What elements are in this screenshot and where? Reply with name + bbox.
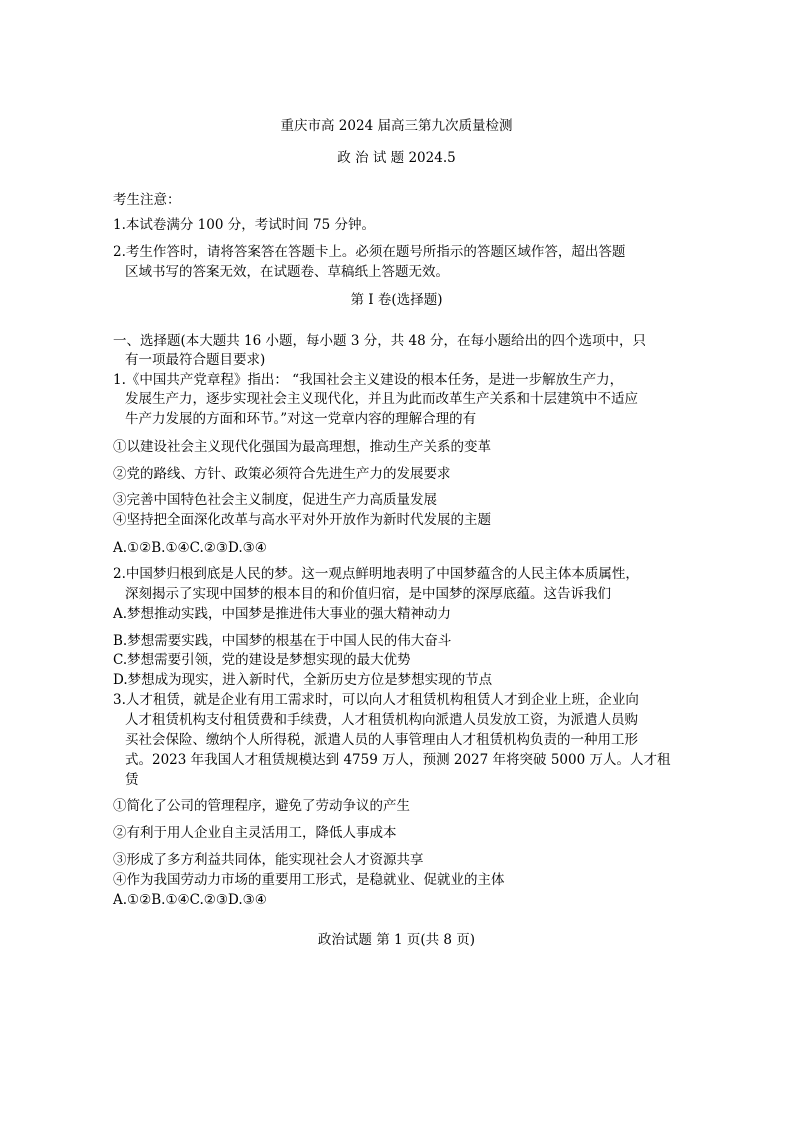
- exam-subtitle: 政 治 试 题 2024.5: [337, 150, 456, 166]
- q3-stem-cont-1: 人才租赁机构支付租赁费和手续费，人才租赁机构向派遣人员发放工资，为派遣人员购: [125, 712, 638, 728]
- q3-option-4: ④作为我国劳动力市场的重要用工形式，是稳就业、促就业的主体: [113, 872, 505, 888]
- q1-option-1: ①以建设社会主义现代化强国为最高理想，推动生产关系的变革: [113, 439, 491, 455]
- q3-option-2: ②有利于用人企业自主灵活用工，降低人事成本: [113, 825, 397, 841]
- notice-item-2-cont: 区域书写的答案无效，在试题卷、草稿纸上答题无效。: [125, 264, 449, 280]
- q3-choices: A.①②B.①④C.②③D.③④: [113, 892, 267, 908]
- q1-stem-cont-2: 牛产力发展的方面和环节。”对这一党章内容的理解合理的有: [125, 411, 477, 427]
- part-title: 第 Ⅰ 卷(选择题): [350, 292, 443, 308]
- q2-option-a: A.梦想推动实践，中国梦是推进伟大事业的强大精神动力: [113, 606, 452, 622]
- q1-stem: 1.《中国共产党章程》指出： “我国社会主义建设的根本任务，是进一步解放生产力，: [113, 372, 624, 388]
- notice-item-1: 1.本试卷满分 100 分，考试时间 75 分钟。: [113, 217, 375, 233]
- q1-stem-cont-1: 发展生产力，逐步实现社会主义现代化，并且为此而改革生产关系和十层建筑中不适应: [125, 391, 638, 407]
- q1-choices: A.①②B.①④C.②③D.③④: [113, 540, 267, 556]
- q2-option-b: B.梦想需要实践，中国梦的根基在于中国人民的伟大奋斗: [113, 633, 452, 649]
- section-instructions-cont: 有一项最符合题目要求): [125, 352, 266, 368]
- notice-item-2: 2.考生作答时，请将答案答在答题卡上。必须在题号所指示的答题区域作答，超出答题: [113, 244, 626, 260]
- q3-stem-cont-3: 式。2023 年我国人才租赁规模达到 4759 万人，预测 2027 年将突破 5000 万人。人才租: [125, 752, 671, 768]
- page-footer: 政治试题 第 1 页(共 8 页): [317, 932, 476, 948]
- q2-stem-cont: 深刻揭示了实现中国梦的根本目的和价值归宿，是中国梦的深厚底蕴。这告诉我们: [125, 586, 611, 602]
- q1-option-4: ④坚持把全面深化改革与高水平对外开放作为新时代发展的主题: [113, 512, 491, 528]
- q3-option-1: ①简化了公司的管理程序，避免了劳动争议的产生: [113, 798, 410, 814]
- q3-stem: 3.人才租赁，就是企业有用工需求时，可以向人才租赁机构租赁人才到企业上班，企业向: [113, 692, 639, 708]
- q3-stem-cont-2: 买社会保险、缴纳个人所得税，派遣人员的人事管理由人才租赁机构负责的一种用工形: [125, 732, 638, 748]
- notice-heading: 考生注意：: [113, 192, 181, 208]
- exam-title: 重庆市高 2024 届高三第九次质量检测: [280, 118, 513, 134]
- section-instructions: 一、选择题(本大题共 16 小题，每小题 3 分，共 48 分，在每小题给出的四个选项中，只: [113, 333, 646, 349]
- q1-option-2: ②党的路线、方针、政策必须符合先进生产力的发展要求: [113, 466, 451, 482]
- q2-option-d: D.梦想成为现实，进入新时代，全新历史方位是梦想实现的节点: [113, 672, 493, 688]
- q3-option-3: ③形成了多方利益共同体，能实现社会人才资源共享: [113, 852, 424, 868]
- q1-option-3: ③完善中国特色社会主义制度，促进生产力高质量发展: [113, 492, 437, 508]
- q3-stem-cont-4: 赁: [125, 772, 139, 788]
- q2-option-c: C.梦想需要引领，党的建设是梦想实现的最大优势: [113, 652, 411, 668]
- q2-stem: 2.中国梦归根到底是人民的梦。这一观点鲜明地表明了中国梦蕴含的人民主体本质属性，: [113, 566, 639, 582]
